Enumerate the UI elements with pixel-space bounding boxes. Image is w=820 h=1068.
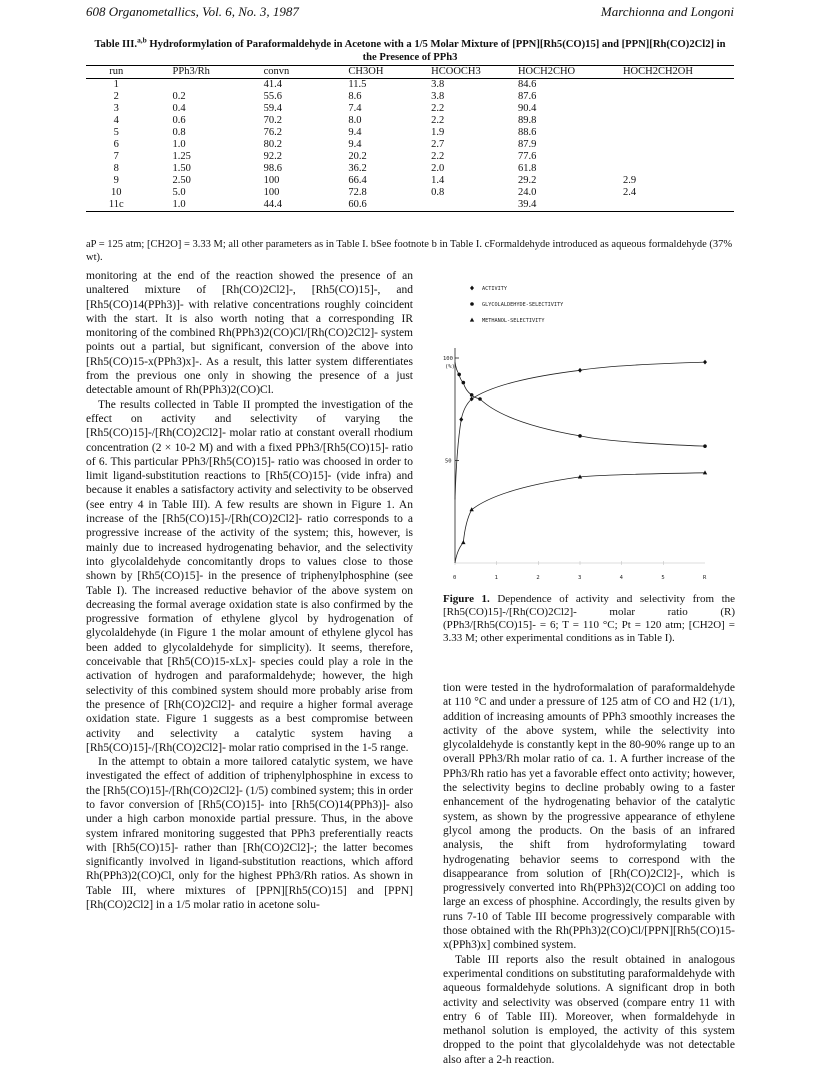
table-cell: 5.0	[172, 187, 186, 198]
table-cell: 61.8	[517, 163, 537, 174]
table-cell: 88.6	[517, 127, 537, 138]
table-cell: 66.4	[348, 175, 367, 186]
data-table	[86, 65, 734, 212]
table-cell: 2.4	[622, 187, 637, 198]
legend-marker	[470, 318, 474, 322]
right-column	[443, 681, 735, 1067]
x-tick-label: R	[703, 575, 707, 581]
data-point	[703, 360, 707, 365]
table-cell: 80.2	[263, 139, 282, 150]
table-body	[86, 79, 734, 212]
legend-label: GLYCOLALDEHYDE-SELECTIVITY	[482, 302, 564, 308]
table-cell: 2.7	[431, 139, 445, 150]
table-cell: 1.9	[431, 127, 445, 138]
series-line-3	[455, 473, 705, 563]
x-tick-label: 0	[453, 575, 457, 581]
legend-marker	[470, 286, 474, 291]
table-row	[86, 175, 734, 187]
table-cell: 1	[113, 79, 119, 90]
x-tick-label: 2	[536, 575, 540, 581]
table-cell: 87.6	[517, 91, 537, 102]
table-cell: 0.8	[172, 127, 186, 138]
column-header: convn	[263, 66, 290, 77]
data-point	[703, 444, 707, 448]
table-cell	[623, 151, 734, 163]
table-cell: 36.2	[348, 163, 367, 174]
table-cell	[623, 79, 734, 92]
table-cell	[623, 163, 734, 175]
right-paragraph-2: Table III reports also the result obtained in analogous experimental conditions on substituting paraformaldehyde with aqueous formaldehyde solutions. A significant drop in both activity and selectivity was observed (compare entry 11 with entry 6 of Table III). Moreover, when formaldehyde in methanol solution is employed, the activity of this system dropped to the point that glycolaldehyde was not detectable also after a 2-h reaction.	[443, 953, 735, 1066]
table-cell: 2.2	[431, 151, 445, 162]
data-point	[459, 417, 463, 422]
table-cell: 98.6	[263, 163, 282, 174]
table-cell: 2.2	[431, 115, 445, 126]
data-point	[470, 393, 474, 397]
table-cell: 3.8	[431, 79, 445, 90]
table-cell: 4	[113, 115, 119, 126]
table-row	[86, 103, 734, 115]
table-caption	[90, 35, 730, 64]
table-row	[86, 127, 734, 139]
table-cell: 77.6	[517, 151, 537, 162]
table-cell: 87.9	[517, 139, 537, 150]
legend-label: ACTIVITY	[482, 286, 507, 292]
table-cell: 29.2	[517, 175, 537, 186]
table-cell	[623, 91, 734, 103]
right-paragraph-1: tion were tested in the hydroformalation of paraformaldehyde at 110 °C and under a pressure of 125 atm of CO and H2 (1/1), addition of increasing amounts of PPh3 smoothly increases the activity of the above system, while the selectivity into glycolaldehyde is constantly kept in the 80-90% range up to an overall PPh3/Rh molar ratio of ca. 1. A further increase of the PPh3/Rh ratio has yet a favorable effect onto activity; however, the selectivity begins to decline probably owing to a faster enhancement of the hydrogenating behavior of the catalytic system, as shown by the progressive appearance of ethylene glycol among the products. On the basis of an infrared analysis, the shift from hydroformylating toward hydrogenating behavior seems to correspond with the disappearance from solution of [Rh(CO)2Cl2]-, which is progressively converted into Rh(PPh3)2(CO)Cl on adding too large an excess of phosphine. Accordingly, the results given by runs 7-10 of Table III become progressively comparable with those obtained with the Rh(PPh3)2(CO)Cl/[PPN][Rh5(CO)15-x(PPh3)x] combined system.	[443, 682, 735, 952]
table-cell	[623, 139, 734, 151]
table-cell: 2.2	[431, 103, 445, 114]
table-cell: 2	[113, 91, 119, 102]
table-cell: 0.8	[431, 187, 445, 198]
table-row	[86, 115, 734, 127]
table-row	[86, 91, 734, 103]
table-cell: 100	[263, 187, 280, 198]
table-cell: 0.6	[172, 115, 186, 126]
series-line-1	[455, 362, 705, 499]
table-cell: 59.4	[263, 103, 282, 114]
table-cell: 9.4	[348, 139, 362, 150]
table-cell: 9.4	[348, 127, 362, 138]
table-cell: 1.50	[172, 163, 191, 174]
left-paragraph-3: In the attempt to obtain a more tailored catalytic system, we have investigated the effect of addition of triphenylphosphine in excess to the [Rh5(CO)15]-/[Rh(CO)2Cl2]- (1/5) combined system; this in order to favor conversion of [Rh5(CO)15]- into [Rh5(CO)14(PPh3)]- also under a high carbon monoxide partial pressure. Thus, in the above system infrared monitoring suggested that PPh3 preferentially reacts with [Rh5(CO)15]- rather than [Rh(CO)2Cl2]-; the latter becomes significantly involved in ligand-substitution reactions, which afford Rh(PPh3)2(CO)Cl, only for the highest PPh3/Rh ratios. As shown in Table III, where mixtures of [PPN][Rh5(CO)15] and [PPN][Rh(CO)2Cl2] in a 1/5 molar ratio in acetone solu-	[86, 756, 413, 912]
table-row	[86, 187, 734, 199]
table-title: Hydroformylation of Paraformaldehyde in Acetone with a 1/5 Molar Mixture of [PPN][Rh5(CO)15] and [PPN][Rh(CO)2Cl2] in the Presence of PPh3	[149, 39, 726, 63]
column-header: PPh3/Rh	[172, 66, 210, 77]
table-cell: 9	[113, 175, 119, 186]
legend-marker	[470, 302, 474, 306]
y-tick-label: 50	[445, 458, 452, 465]
y-tick-label: 100	[443, 356, 453, 362]
table-cell: 7	[113, 151, 119, 162]
table-cell	[623, 115, 734, 127]
table-cell: 39.4	[517, 199, 537, 210]
table-cell: 20.2	[348, 151, 367, 162]
table-cell: 1.0	[172, 199, 186, 210]
table-cell: 44.4	[263, 199, 282, 210]
table-row	[86, 79, 734, 92]
table-cell: 8	[113, 163, 119, 174]
table-cell: 2.0	[431, 163, 445, 174]
table-cell: 6	[113, 139, 119, 150]
table-cell: 60.6	[348, 199, 367, 210]
x-tick-label: 4	[619, 575, 623, 581]
table-cell: 76.2	[263, 127, 282, 138]
table-cell: 3.8	[431, 91, 445, 102]
data-point	[578, 434, 582, 438]
column-header: HOCH2CH2OH	[622, 66, 693, 77]
table-row	[86, 139, 734, 151]
left-column	[86, 269, 413, 912]
table-cell: 0.2	[172, 91, 186, 102]
table-header-row	[86, 66, 734, 79]
data-point	[478, 397, 482, 401]
table-label-sup: a,b	[137, 35, 147, 45]
table-label: Table III.	[94, 39, 138, 50]
table-cell: 92.2	[263, 151, 282, 162]
data-point	[461, 540, 465, 544]
column-header: HOCH2CHO	[517, 66, 576, 77]
table-cell: 10	[111, 187, 122, 198]
table-footnote: aP = 125 atm; [CH2O] = 3.33 M; all other parameters as in Table I. bSee footnote b in Table I. cFormaldehyde introduced as aqueous formaldehyde (37% wt).	[86, 239, 733, 263]
table-cell: 70.2	[263, 115, 282, 126]
figure-caption	[443, 593, 735, 645]
data-point	[457, 373, 461, 377]
header-authors: Marchionna and Longoni	[600, 4, 734, 19]
left-paragraph-2: The results collected in Table II prompted the investigation of the effect on activity and selectivity of varying the [Rh5(CO)15]-/[Rh(CO)2Cl2]- molar ratio at constant overall rhodium concentration (2 × 10-2 M) and with a fixed PPh3/[Rh5(CO)15]- ratio of 6. This particular PPh3/[Rh5(CO)15]- ratio was choosed in order to limit ligand-substitution reactions to [Rh5(CO)15]- (vide infra) and because it enables a satisfactory activity and selectivity to be observed (see entry 4 in Table III). A few results are shown in Figure 1. An increase of the [Rh5(CO)15]-/[Rh(CO)2Cl2]- ratio corresponds to a progressive increase of the activity of the system; this, however, is mainly due to increased hydrogenating behavior, and the selectivity into glycolaldehyde concomitantly drops to values close to those shown by [Rh5(CO)15]- in the presence of triphenylphosphine (see Table I). The increased reductive behavior of the above system on decreasing the formal average oxidation state is also confirmed by the progressive formation of ethylene glycol by hydrogenation of glycolaldehyde (in Figure 1 the molar amount of ethylene glycol has been added to glycolaldehyde for simplicity). It seems, therefore, conceivable that [Rh5(CO)15-xLx]- species could play a role in the activation of hydrogen and paraformaldehyde; however, the high selectivity of this combined system should more probably arise from the presence of [Rh(CO)2Cl2]- and require a higher formal average oxidation state. Figure 1 suggests as a best compromise between activity and selectivity a catalytic system having a [Rh5(CO)15]-/[Rh(CO)2Cl2]- molar ratio comprised in the 1-5 range.	[86, 398, 413, 754]
table-cell: 72.8	[348, 187, 367, 198]
header-journal: 608 Organometallics, Vol. 6, No. 3, 1987	[86, 4, 299, 19]
running-header	[86, 4, 734, 24]
table-cell: 1.0	[172, 139, 186, 150]
table-cell: 3	[113, 103, 119, 114]
x-tick-label: 1	[494, 575, 498, 581]
table-cell: 11.5	[348, 79, 367, 90]
left-paragraph-1: monitoring at the end of the reaction showed the presence of an unaltered mixture of [Rh(CO)2Cl2]-, [Rh5(CO)15]-, and [Rh5(CO)14(PPh3)]- with relative concentrations roughly coincident with the start. It is also worth noting that a corresponding IR monitoring of the combined Rh(PPh3)2(CO)Cl/[Rh(CO)2Cl2]- system points out a partial, but significant, conversion of the above into [Rh5(CO)15-x(PPh3)x]-. As a result, this latter system differentiates from the previous one only in showing the presence of a just detectable amount of Rh(PPh3)2(CO)Cl.	[86, 270, 413, 397]
table-cell: 8.6	[348, 91, 362, 102]
table-cell: 90.4	[517, 103, 537, 114]
table-cell: 24.0	[517, 187, 537, 198]
table-cell	[623, 199, 734, 212]
table-cell: 7.4	[348, 103, 362, 114]
x-tick-label: 3	[578, 575, 582, 581]
table-cell: 1.25	[172, 151, 191, 162]
table-cell: 2.9	[622, 175, 637, 186]
data-point	[469, 507, 473, 511]
table-cell	[431, 199, 518, 212]
table-cell: 84.6	[517, 79, 537, 90]
legend-label: METHANOL-SELECTIVITY	[482, 318, 545, 324]
table-cell: 55.6	[263, 91, 282, 102]
table-row	[86, 199, 734, 212]
figure-1	[443, 268, 735, 610]
figure-1-chart	[443, 268, 735, 588]
table-cell: 5	[113, 127, 119, 138]
table-cell: 0.4	[172, 103, 186, 114]
table-cell	[623, 127, 734, 139]
x-tick-label: 5	[661, 575, 665, 581]
table-cell: 89.8	[517, 115, 537, 126]
column-header: HCOOCH3	[431, 66, 481, 77]
table-cell	[623, 103, 734, 115]
column-header: run	[109, 66, 124, 77]
data-point	[462, 381, 466, 385]
y-axis-label: (%)	[445, 364, 455, 370]
data-point	[578, 368, 582, 373]
table-cell: 41.4	[263, 79, 282, 90]
table-cell: 1.4	[431, 175, 445, 186]
figure-caption-label: Figure 1.	[443, 593, 490, 605]
table-cell	[147, 79, 264, 92]
series-line-2	[455, 362, 705, 446]
table-row	[86, 163, 734, 175]
table-cell: 100	[263, 175, 280, 186]
table-cell: 8.0	[348, 115, 362, 126]
figure-caption-text: Dependence of activity and selectivity from the [Rh5(CO)15]-/[Rh(CO)2Cl2]- molar ratio (R) (PPh3/[Rh5(CO)15]- = 6; T = 110 °C; Pt = 120 atm; [CH2O] = 3.33 M; other experimental conditions as in Table I).	[443, 593, 736, 644]
data-point	[703, 470, 707, 474]
table-cell: 2.50	[172, 175, 191, 186]
table-row	[86, 151, 734, 163]
column-header: CH3OH	[348, 66, 384, 77]
table-cell: 11c	[108, 199, 124, 210]
